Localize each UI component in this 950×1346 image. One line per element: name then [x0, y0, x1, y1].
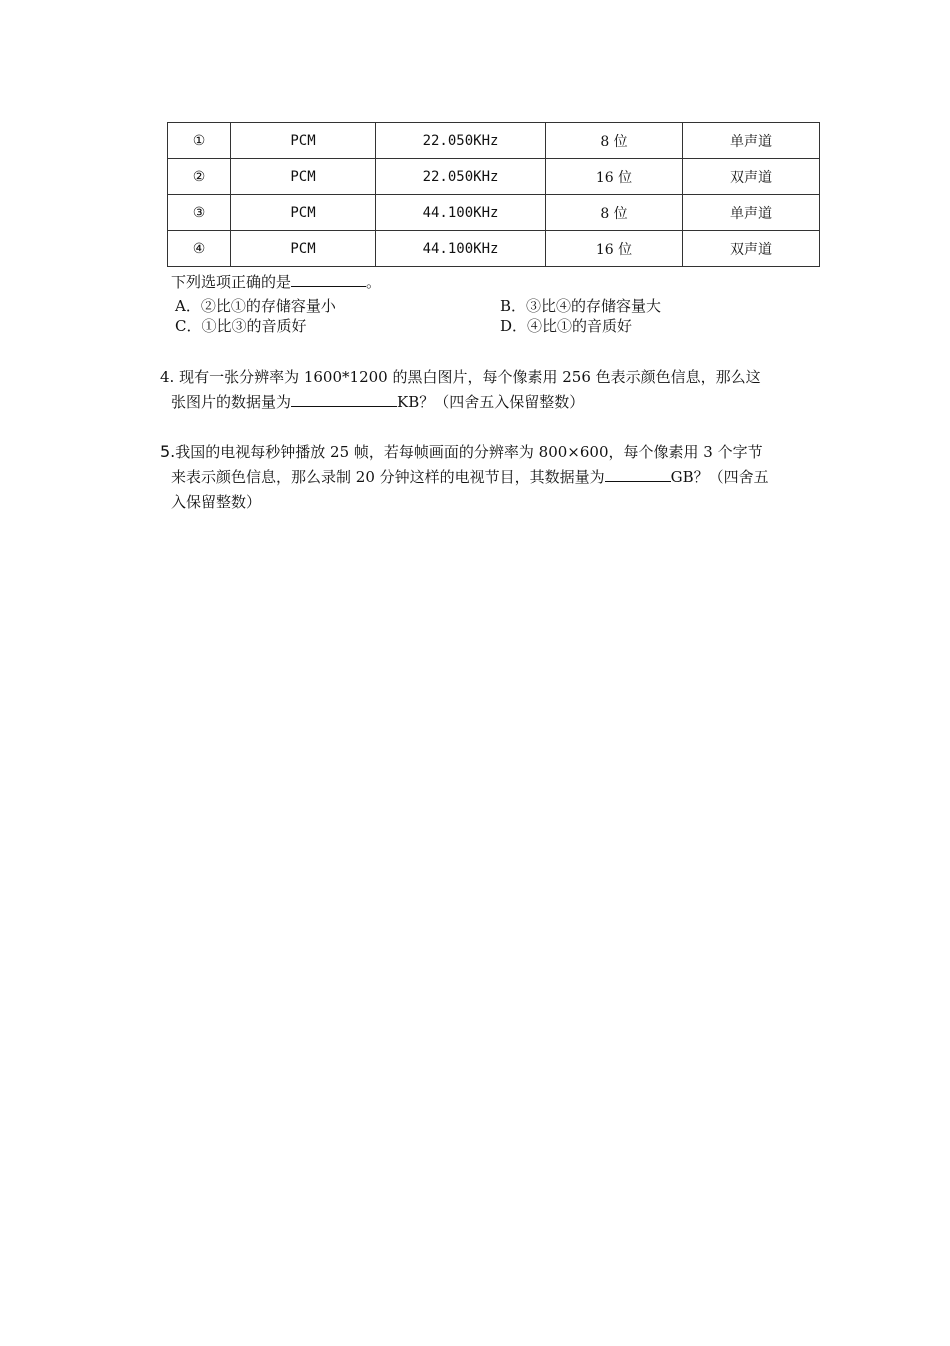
bit-depth-cell: 8 位 — [546, 195, 683, 231]
sample-rate-cell: 22.050KHz — [376, 123, 546, 159]
q5-line-2-start: 来表示颜色信息，那么录制 20 分钟这样的电视节目，其数据量为 — [171, 468, 605, 486]
row-index: ② — [168, 159, 231, 195]
sample-rate-cell: 44.100KHz — [376, 195, 546, 231]
encoding-cell: PCM — [231, 123, 376, 159]
channel-cell: 单声道 — [683, 123, 820, 159]
channel-cell: 单声道 — [683, 195, 820, 231]
bit-depth-cell: 16 位 — [546, 159, 683, 195]
encoding-cell: PCM — [231, 159, 376, 195]
row-index: ④ — [168, 231, 231, 267]
q4-line-2 — [171, 392, 584, 412]
q3-option-c: C．①比③的音质好 — [175, 317, 307, 335]
encoding-cell: PCM — [231, 195, 376, 231]
table-row — [168, 123, 820, 159]
q3-stem-end: 。 — [366, 273, 382, 291]
table-row — [168, 231, 820, 267]
q5-answer-blank — [605, 467, 671, 482]
q4-line-2-end: KB？（四舍五入保留整数） — [397, 393, 585, 411]
q5-line-1-text: 我国的电视每秒钟播放 25 帧，若每帧画面的分辨率为 800×600，每个像素用 3 个字节 — [175, 443, 763, 461]
encoding-cell: PCM — [231, 231, 376, 267]
row-index: ③ — [168, 195, 231, 231]
q3-stem-text: 下列选项正确的是 — [171, 273, 292, 291]
q3-option-d: D．④比①的音质好 — [500, 317, 633, 335]
bit-depth-cell: 8 位 — [546, 123, 683, 159]
q4-line-2-start: 张图片的数据量为 — [171, 393, 292, 411]
q5-line-3: 入保留整数） — [171, 493, 262, 511]
table-row — [168, 159, 820, 195]
row-index: ① — [168, 123, 231, 159]
q5-line-2 — [171, 467, 769, 487]
q4-answer-blank — [291, 392, 397, 407]
q3-option-b: B．③比④的存储容量大 — [500, 297, 662, 315]
q5-number: 5. — [160, 442, 176, 461]
bit-depth-cell: 16 位 — [546, 231, 683, 267]
audio-format-table — [167, 122, 820, 267]
q3-answer-blank — [291, 272, 366, 287]
sample-rate-cell: 44.100KHz — [376, 231, 546, 267]
q3-stem — [171, 272, 381, 292]
channel-cell: 双声道 — [683, 231, 820, 267]
table-row — [168, 195, 820, 231]
channel-cell: 双声道 — [683, 159, 820, 195]
q4-line-1: 4. 现有一张分辨率为 1600*1200 的黑白图片，每个像素用 256 色表示颜色信息，那么这 — [160, 368, 761, 386]
q3-option-a: A．②比①的存储容量小 — [175, 297, 336, 315]
q5-line-1 — [160, 442, 763, 462]
q5-line-2-end: GB？（四舍五 — [670, 468, 769, 486]
sample-rate-cell: 22.050KHz — [376, 159, 546, 195]
